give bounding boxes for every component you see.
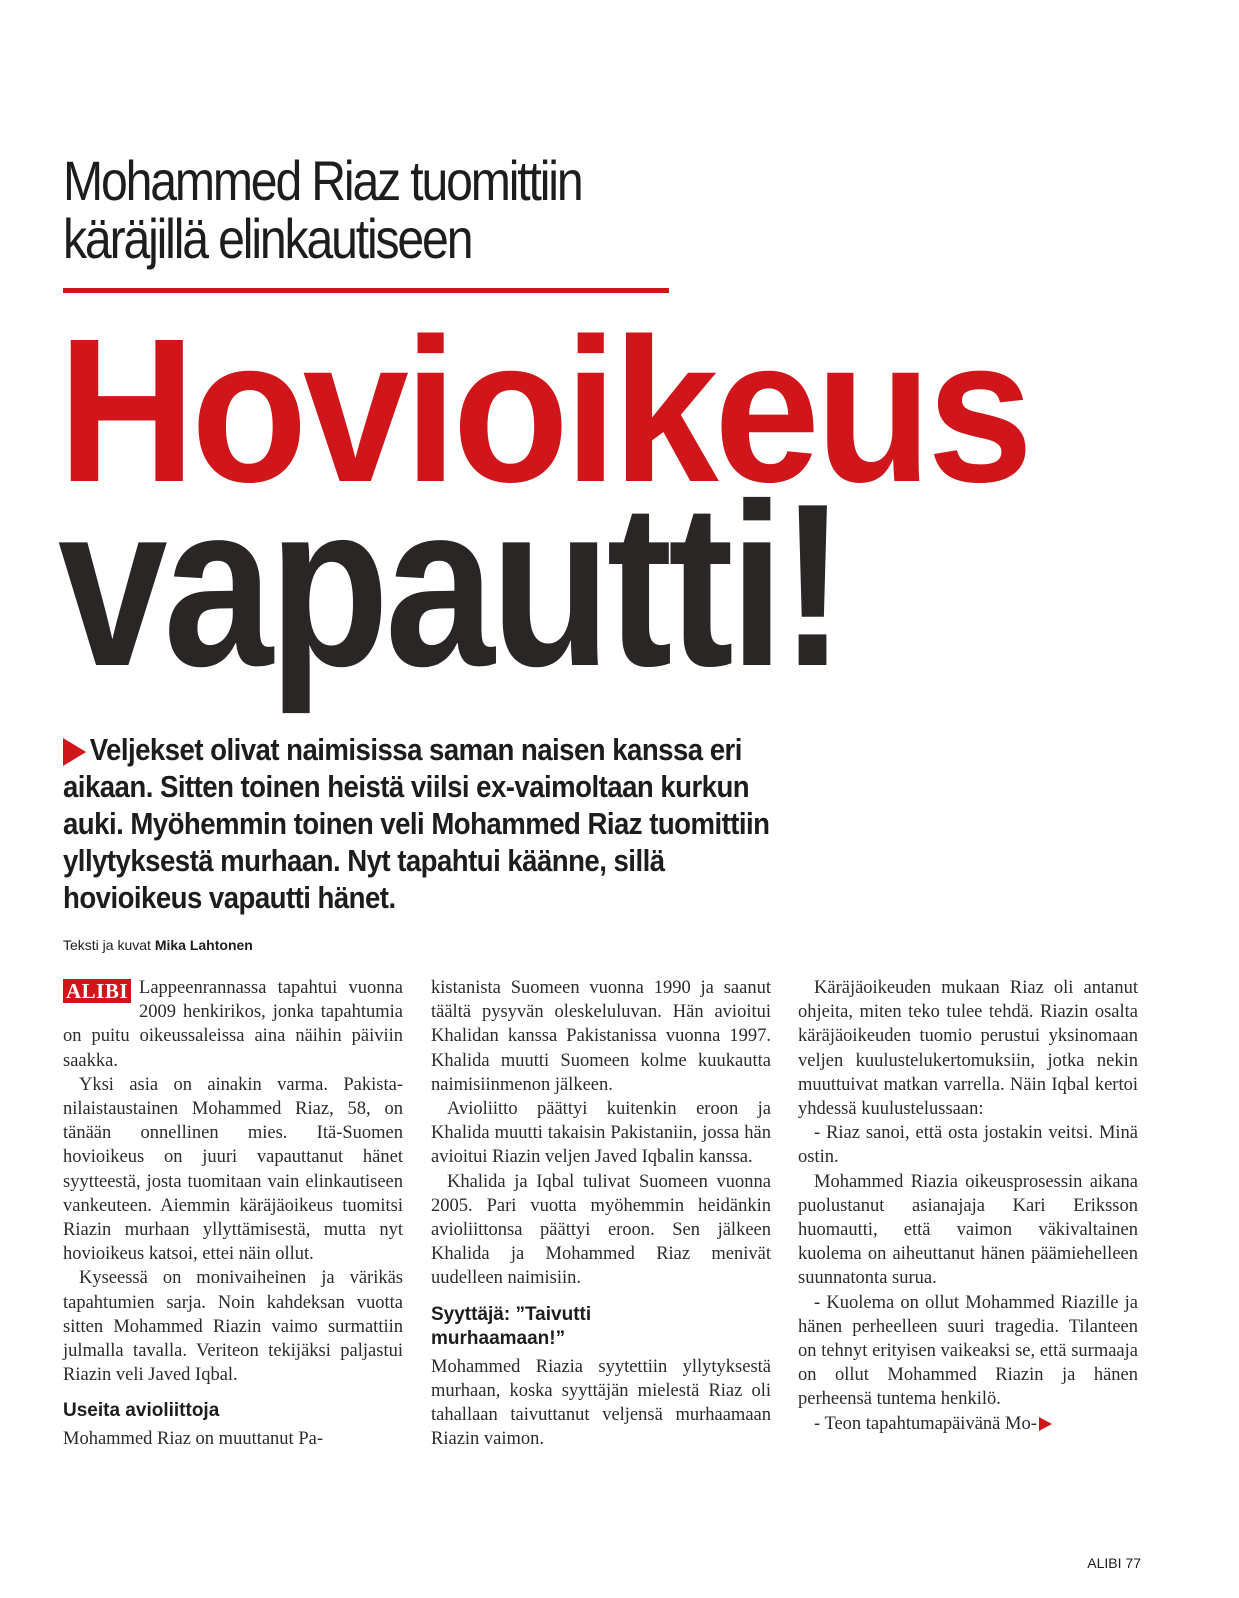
alibi-badge: ALIBI — [63, 979, 131, 1003]
kicker-line-2: käräjillä elinkautiseen — [63, 207, 472, 270]
byline-prefix: Teksti ja kuvat — [63, 937, 151, 953]
body-paragraph: Yksi asia on ainakin varma. Pakistanilaistaustainen Mohammed Riaz, 58, on tänään onnellinen mies. Itä-Suomen hovioikeus on juuri vapauttanut hänet syytteestä, josta tuomitaan vain elinkautiseen vankeuteen. Aiemmin käräjäoikeus tuomitsi Riazin murhaan yllyttämisestä, mutta nyt hovioikeus katsoi, ettei näin ollut. — [63, 1074, 403, 1265]
kicker-divider — [63, 288, 669, 293]
body-paragraph-text: - Teon tapahtumapäivänä Mo- — [814, 1413, 1037, 1434]
subheading — [431, 1303, 771, 1351]
page-folio: ALIBI 77 — [1087, 1555, 1141, 1571]
byline — [63, 937, 253, 953]
body-column-2 — [431, 976, 771, 1451]
byline-author: Mika Lahtonen — [154, 937, 253, 953]
body-paragraph: Khalida ja Iqbal tulivat Suomeen vuonna 2005. Pari vuotta myöhemmin heidänkin avioliittonsa päättyi eroon. Sen jälkeen Khalida ja Mohammed Riaz menivät uudelleen naimisiin. — [431, 1171, 771, 1289]
subheading: Useita avioliittoja — [63, 1400, 220, 1422]
body-paragraph: - Riaz sanoi, että osta jostakin veitsi. Minä ostin. — [798, 1123, 1138, 1168]
kicker-headline — [63, 149, 682, 270]
body-paragraph: Avioliitto päättyi kuitenkin eroon ja Khalida muutti takaisin Pakistaniin, jossa hän avioitui Riazin veljen Javed Iqbalin kanssa. — [431, 1099, 771, 1168]
lead-paragraph — [63, 731, 793, 916]
body-paragraph: Mohammed Riaz on muuttanut Pa- — [63, 1429, 323, 1450]
lead-text: Veljekset olivat naimisissa saman naisen kanssa eri aikaan. Sitten toinen heistä viilsi ex-vaimoltaan kurkun auki. Myöhemmin toinen veli Mohammed Riaz tuomittiin yllytyksestä murhaan. Nyt tapahtui käänne, sillä hovioikeus vapautti hänet. — [63, 732, 770, 915]
body-paragraph: Mohammed Riazia oikeusprosessin aikana puolustanut asianajaja Kari Eriksson huomautti, että vaimon väkivaltainen kuolema on aiheuttanut hänen päämiehelleen suunnatonta surua. — [798, 1171, 1138, 1289]
body-paragraph: - Kuolema on ollut Mohammed Riazille ja hänen perheelleen suuri tragedia. Tilanteen on tehnyt erityisen vaikeaksi se, että surmaaja on ollut Mohammed Riazin ja hänen perheensä tuntema henkilö. — [798, 1292, 1138, 1410]
headline-line-1: Hovioikeus — [58, 296, 1029, 525]
body-paragraph — [798, 1412, 1138, 1436]
body-column-1 — [63, 976, 403, 1452]
body-paragraph: Käräjäoikeuden mukaan Riaz oli antanut ohjeita, miten teko tulee tehdä. Riazin osalta käräjäoikeuden tuomio perustui yksinomaan veljen kuulustelukertomuksiin, jotka nekin muuttuivat matkan varrella. Näin Iqbal kertoi yhdessä kuulustelussaan: — [798, 978, 1138, 1120]
subheading-line-2: murhaamaan!” — [431, 1327, 566, 1349]
body-paragraph: kistanista Suomeen vuonna 1990 ja saanut täältä pysyvän oleskeluluvan. Hän avioitui Khalidan kanssa Pakistanissa vuonna 1997. Khalida muutti Suomeen kolme kuukautta naimisiinmenon jälkeen. — [431, 978, 771, 1095]
body-paragraph: Kyseessä on monivaiheinen ja värikäs tapahtumien sarja. Noin kahdeksan vuotta sitten Mohammed Riazin vaimo surmattiin julmalla tavalla. Veriteon tekijäksi paljastui Riazin veli Javed Iqbal. — [63, 1268, 403, 1386]
body-paragraph: Mohammed Riazia syytettiin yllytyksestä murhaan, koska syyttäjän mielestä Riaz oli tahallaan taivuttanut veljensä murhaamaan Riazin vaimon. — [431, 1356, 771, 1450]
kicker-line-1: Mohammed Riaz tuomittiin — [63, 149, 582, 212]
headline-line-2: vapautti! — [58, 456, 842, 715]
body-column-3 — [798, 976, 1138, 1436]
subheading-line-1: Syyttäjä: ”Taivutti — [431, 1303, 592, 1325]
red-triangle-right-icon — [1039, 1417, 1052, 1431]
red-triangle-right-icon — [63, 738, 86, 766]
body-paragraph: Lappeenrannassa tapahtui vuonna 2009 henkirikos, jonka tapahtumia on puitu oikeussaleissa aina näihin päiviin saakka. — [63, 978, 403, 1071]
